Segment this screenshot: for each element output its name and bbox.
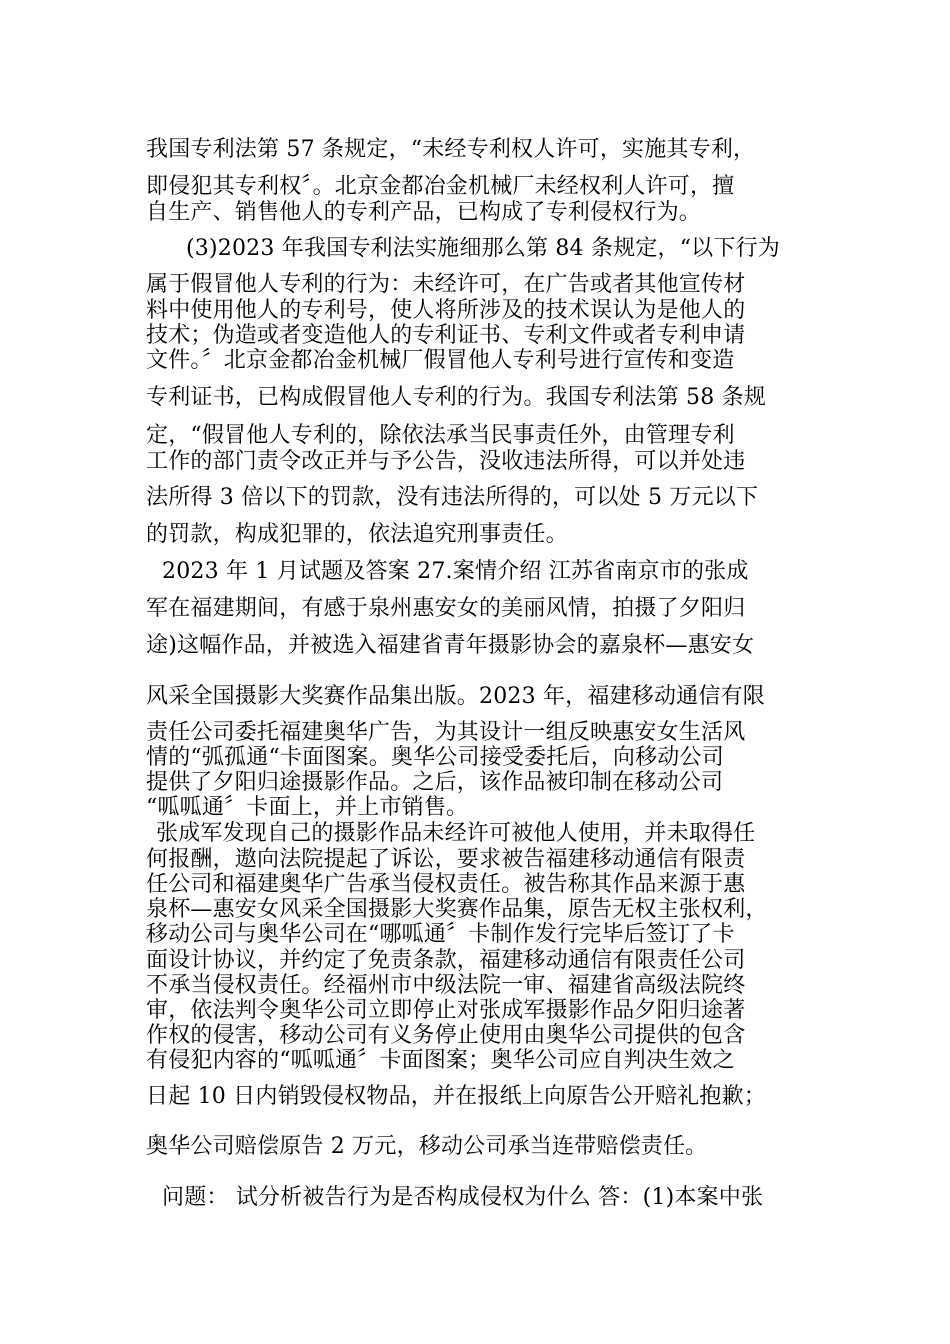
text-line: 有侵犯内容的“呱呱通〞卡面图案；奥华公司应自判决生效之 <box>146 1048 735 1073</box>
text-line: 文件。〞北京金都冶金机械厂假冒他人专利号进行宣传和变造 <box>146 348 735 373</box>
text-line: 面设计协议，并约定了免责条款，福建移动通信有限责任公司 <box>146 948 746 973</box>
text-line: 作权的侵害，移动公司有义务停止使用由奥华公司提供的包含 <box>146 1023 746 1048</box>
text-line: 移动公司与奥华公司在“哪呱通〞卡制作发行完毕后签订了卡 <box>146 922 735 947</box>
text-line: 专利证书，已构成假冒他人专利的行为。我国专利法第 58 条规 <box>146 385 766 410</box>
text-line: 途)这幅作品，并被选入福建省青年摄影协会的嘉泉杯—惠安女 <box>146 633 755 658</box>
text-line: 我国专利法第 57 条规定，“未经专利权人许可，实施其专利， <box>146 137 756 162</box>
text-line: 属于假冒他人专利的行为：未经许可，在广告或者其他宣传材 <box>146 272 746 297</box>
text-line: 自生产、销售他人的专利产品，已构成了专利侵权行为。 <box>146 200 702 225</box>
text-line: 技术；伪造或者变造他人的专利证书、专利文件或者专利申请 <box>146 323 746 348</box>
text-line: 责任公司委托福建奥华广告，为其设计一组反映惠安女生活风 <box>146 720 746 745</box>
text-line: 风采全国摄影大奖赛作品集出版。2023 年，福建移动通信有限 <box>146 684 765 709</box>
text-line: 工作的部门责令改正并与予公告，没收违法所得，可以并处违 <box>146 449 746 474</box>
text-line: 日起 10 日内销毁侵权物品，并在报纸上向原告公开赔礼抱歉； <box>146 1084 766 1109</box>
text-line: 任公司和福建奥华广告承当侵权责任。被告称其作品来源于惠 <box>146 872 746 897</box>
text-line: 问题： 试分析被告行为是否构成侵权为什么 答：(1)本案中张 <box>162 1185 764 1210</box>
text-line: (3)2023 年我国专利法实施细那么第 84 条规定，“以下行为 <box>186 236 780 261</box>
text-line: 法所得 3 倍以下的罚款，没有违法所得的，可以处 5 万元以下 <box>146 485 759 510</box>
text-line: 审，依法判令奥华公司立即停止对张成军摄影作品夕阳归途著 <box>146 998 746 1023</box>
text-line: 军在福建期间，有感于泉州惠安女的美丽风情，拍摄了夕阳归 <box>146 596 746 621</box>
text-line: 2023 年 1 月试题及答案 27.案情介绍 江苏省南京市的张成 <box>162 559 749 584</box>
text-line: 情的“弧孤通“卡面图案。奥华公司接受委托后，向移动公司 <box>146 745 724 770</box>
text-line: 泉杯—惠安女风采全国摄影大奖赛作品集，原告无权主张权利， <box>146 897 768 922</box>
text-line: 定，“假冒他人专利的，除依法承当民事责任外，由管理专利 <box>146 423 735 448</box>
text-line: 即侵犯其专利权〞。北京金都冶金机械厂未经权利人许可，擅 <box>146 174 735 199</box>
text-line: 张成军发现自己的摄影作品未经许可被他人使用，并未取得任 <box>156 821 756 846</box>
text-line: 料中使用他人的专利号，使人将所涉及的技术误认为是他人的 <box>146 298 746 323</box>
text-line: 何报酬，遨向法院提起了诉讼，要求被告福建移动通信有限责 <box>146 847 746 872</box>
text-line: 不承当侵权责任。经福州市中级法院一审、福建省高级法院终 <box>146 973 746 998</box>
text-line: 提供了夕阳归途摄影作品。之后，该作品被印制在移动公司 <box>146 770 724 795</box>
text-line: “呱呱通〞卡面上，并上市销售。 <box>146 795 469 820</box>
text-line: 的罚款，构成犯罪的，依法追究刑事责任。 <box>146 522 568 547</box>
text-line: 奥华公司赔偿原告 2 万元，移动公司承当连带赔偿责任。 <box>146 1134 708 1159</box>
